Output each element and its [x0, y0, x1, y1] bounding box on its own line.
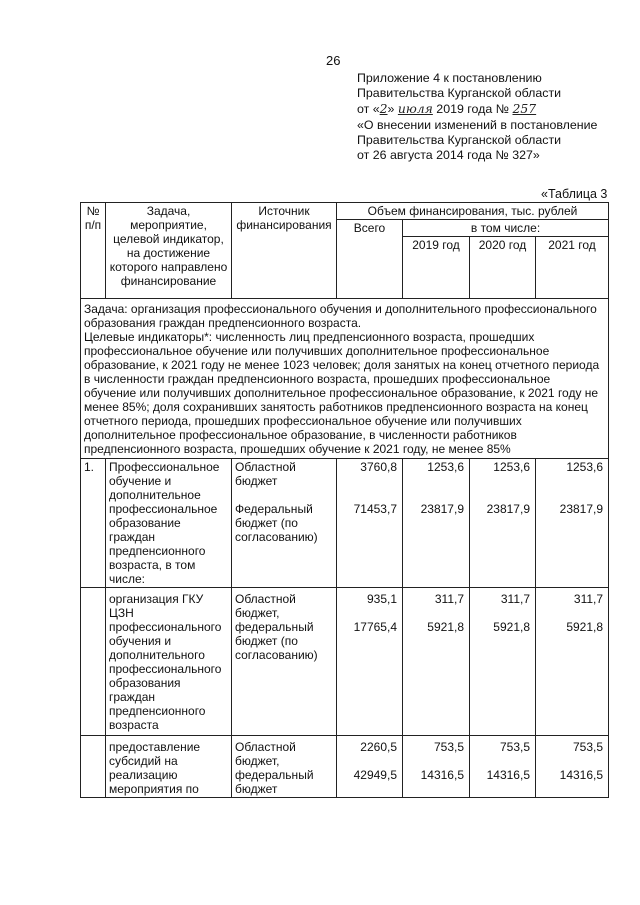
indicators-text: Целевые индикаторы*: численность лиц предпенсионного возраста, прошедших профессиональное обучение или получивших дополнительное профессиональное образование, к 2021 году не менее 1023 человек; доля занятых на конец отчетного периода в численности граждан предпенсионного возраста, прошедших профессиональное обучение или получивших дополнительное профессиональное образование, к 2021 году не менее 85%; доля сохранивших занятость работников предпенсионного возраста на конец отчетного периода, прошедших профессиональное обучение или получивших дополнительное профессиональное образование, в численности работников предпенсионного возраста, прошедших обучение к 2021 году, не менее 85%	[84, 330, 600, 456]
row-source: Областной бюджет, федеральный бюджет	[232, 736, 337, 798]
handwritten-month: июля	[397, 101, 433, 117]
header-year-2019: 2019 год	[403, 237, 470, 299]
header-num: № п/п	[81, 203, 106, 299]
task-text: Задача: организация профессионального обучения и дополнительного профессионального образования граждан предпенсионного возраста.	[84, 302, 597, 330]
row-2019	[403, 736, 470, 798]
handwritten-number: 257	[512, 101, 537, 117]
row-total	[337, 459, 403, 588]
value: 311,7	[573, 592, 604, 606]
row-2021	[536, 588, 609, 736]
value: 5921,8	[493, 620, 530, 634]
header-source: Источник финансирования	[232, 203, 337, 299]
value: 753,5	[573, 740, 604, 754]
value: 753,5	[433, 740, 464, 754]
value: 23817,9	[559, 502, 604, 516]
row-name: предоставление субсидий на реализацию мероприятия по	[106, 736, 232, 798]
value: 23817,9	[420, 502, 464, 516]
row-source	[232, 459, 337, 588]
row-source: Областной бюджет, федеральный бюджет (по согласованию)	[232, 588, 337, 736]
table-row	[81, 588, 609, 736]
header-total: Всего	[337, 220, 403, 299]
value: 17765,4	[353, 620, 397, 634]
value: 753,5	[499, 740, 530, 754]
header-including: в том числе:	[403, 220, 609, 237]
row-2020	[470, 459, 536, 588]
row-2019	[403, 459, 470, 588]
value: 1253,6	[427, 460, 464, 474]
value: 14316,5	[486, 768, 530, 782]
value: 14316,5	[559, 768, 604, 782]
row-num	[81, 588, 106, 736]
page-number: 26	[326, 53, 341, 68]
row-total	[337, 588, 403, 736]
header-volume: Объем финансирования, тыс. рублей	[337, 203, 609, 220]
header-date-year: 2019 года №	[432, 102, 513, 117]
value: 1253,6	[493, 460, 530, 474]
value: 5921,8	[427, 620, 464, 634]
value: 14316,5	[420, 768, 464, 782]
row-2021	[536, 459, 609, 588]
task-cell	[81, 299, 609, 459]
row-num	[81, 736, 106, 798]
appendix-header	[357, 71, 597, 163]
header-line-1: Приложение 4 к постановлению	[357, 71, 542, 85]
header-date-mid: »	[387, 102, 398, 117]
source-regional: Областной бюджет	[235, 460, 296, 488]
row-2019	[403, 588, 470, 736]
header-line-4: «О внесении изменений в постановление	[357, 117, 598, 132]
row-2020	[470, 736, 536, 798]
row-total	[337, 736, 403, 798]
header-line-3	[357, 101, 597, 117]
row-name: Профессиональное обучение и дополнительное профессиональное образование граждан предпенсионного возраста, в том числе:	[106, 459, 232, 588]
header-task: Задача, мероприятие, целевой индикатор, на достижение которого направлено финансирование	[106, 203, 232, 299]
row-num: 1.	[81, 459, 106, 588]
value: 5921,8	[566, 620, 604, 634]
row-2020	[470, 588, 536, 736]
value: 3760,8	[360, 460, 397, 474]
header-line-6: от 26 августа 2014 года № 327»	[357, 148, 540, 163]
value: 311,7	[500, 592, 530, 606]
value: 2260,5	[360, 740, 397, 754]
task-row	[81, 299, 609, 459]
header-line-2: Правительства Курганской области	[357, 86, 562, 101]
header-year-2020: 2020 год	[470, 237, 536, 299]
table-header-row	[81, 203, 609, 220]
source-federal: Федеральный бюджет (по согласованию)	[235, 502, 318, 544]
row-2021	[536, 736, 609, 798]
value: 71453,7	[353, 502, 397, 516]
financing-table	[80, 202, 609, 798]
row-name: организация ГКУ ЦЗН профессионального обучения и дополнительного профессионального образования граждан предпенсионного возраста	[106, 588, 232, 736]
value: 311,7	[434, 592, 464, 606]
handwritten-day: 2	[379, 101, 388, 117]
value: 1253,6	[566, 460, 604, 474]
header-line-5: Правительства Курганской области	[357, 132, 562, 147]
header-date-prefix: от «	[357, 102, 380, 117]
value: 935,1	[366, 592, 397, 606]
table-row	[81, 459, 609, 588]
value: 23817,9	[486, 502, 530, 516]
header-year-2021: 2021 год	[536, 237, 609, 299]
table-row	[81, 736, 609, 798]
table-caption: «Таблица 3	[541, 187, 608, 201]
value: 42949,5	[353, 768, 397, 782]
